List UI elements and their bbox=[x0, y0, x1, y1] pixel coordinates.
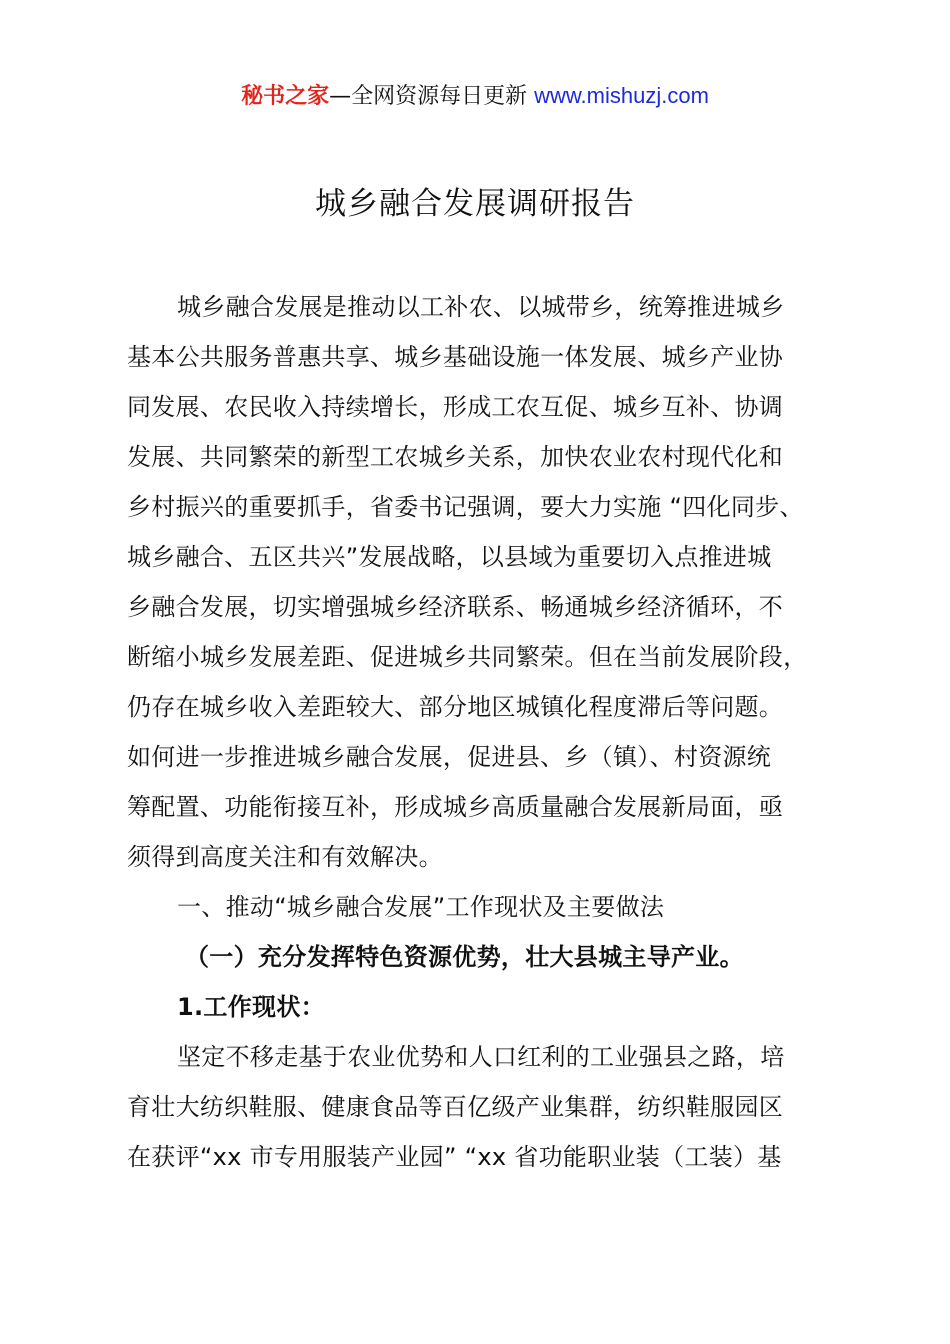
site-tagline: —全网资源每日更新 bbox=[329, 84, 535, 109]
paragraph-line: 基本公共服务普惠共享、城乡基础设施一体发展、城乡产业协 bbox=[127, 343, 784, 371]
paragraph-line: 育壮大纺织鞋服、健康食品等百亿级产业集群，纺织鞋服园区 bbox=[127, 1093, 784, 1121]
paragraph-line: 如何进一步推进城乡融合发展，促进县、乡（镇）、村资源统 bbox=[127, 743, 772, 771]
site-brand: 秘书之家 bbox=[241, 84, 330, 109]
paragraph-line: 乡村振兴的重要抓手，省委书记强调，要大力实施 “四化同步、 bbox=[127, 493, 804, 521]
paragraph-line: 在获评“xx 市专用服装产业园” “xx 省功能职业装（工装）基 bbox=[127, 1143, 782, 1171]
paragraph-line: 城乡融合、五区共兴”发展战略，以县域为重要切入点推进城 bbox=[127, 543, 772, 571]
paragraph-line: 仍存在城乡收入差距较大、部分地区城镇化程度滞后等问题。 bbox=[127, 693, 784, 721]
paragraph-line: 坚定不移走基于农业优势和人口红利的工业强县之路，培 bbox=[177, 1043, 785, 1071]
item-heading: 1.工作现状： bbox=[177, 993, 325, 1021]
paragraph-line: 筹配置、功能衔接互补，形成城乡高质量融合发展新局面，亟 bbox=[127, 793, 784, 821]
paragraph-line: 城乡融合发展是推动以工补农、以城带乡，统筹推进城乡 bbox=[177, 293, 785, 321]
section-heading: 一、推动“城乡融合发展”工作现状及主要做法 bbox=[177, 893, 665, 921]
paragraph-line: 须得到高度关注和有效解决。 bbox=[127, 843, 443, 871]
paragraph-line: 发展、共同繁荣的新型工农城乡关系，加快农业农村现代化和 bbox=[127, 443, 784, 471]
paragraph-line: 断缩小城乡发展差距、促进城乡共同繁荣。但在当前发展阶段， bbox=[127, 643, 808, 671]
document-body bbox=[127, 282, 852, 1182]
paragraph-line: 乡融合发展，切实增强城乡经济联系、畅通城乡经济循环，不 bbox=[127, 593, 784, 621]
subsection-heading: （一）充分发挥特色资源优势，壮大县城主导产业。 bbox=[185, 943, 744, 971]
paragraph-line: 同发展、农民收入持续增长，形成工农互促、城乡互补、协调 bbox=[127, 393, 784, 421]
document-title: 城乡融合发展调研报告 bbox=[315, 186, 635, 222]
site-url-link[interactable]: www.mishuzj.com bbox=[534, 83, 709, 108]
site-header bbox=[0, 80, 950, 113]
